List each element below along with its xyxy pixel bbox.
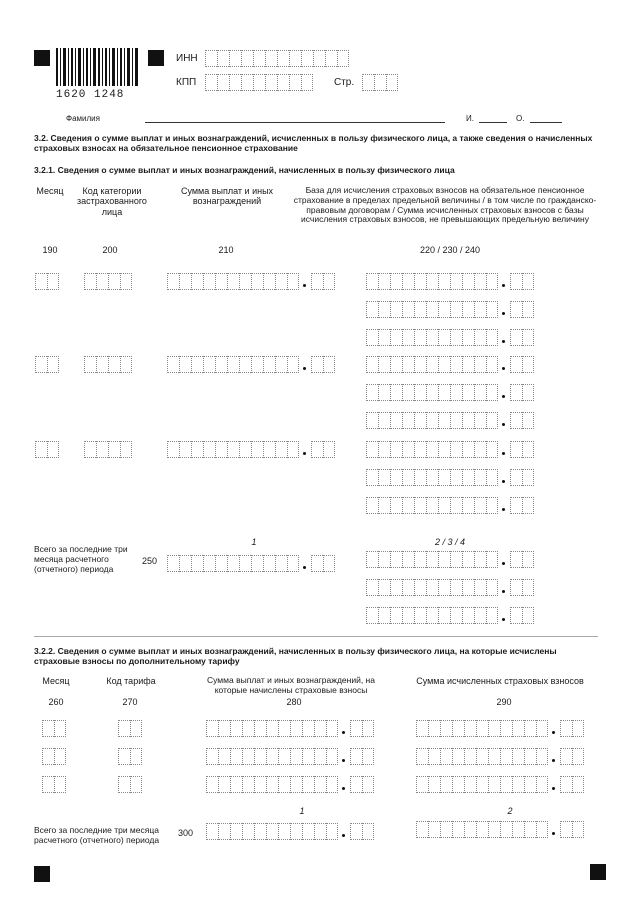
code-220-230-240: 220 / 230 / 240: [419, 245, 481, 255]
decimal-point: [502, 340, 505, 343]
base-field-2-3-decimals[interactable]: [510, 412, 534, 429]
base-field-2-1-decimals[interactable]: [510, 356, 534, 373]
total-250-sum-field-decimals[interactable]: [311, 555, 335, 572]
decimal-point: [502, 312, 505, 315]
total-250-base-field-3[interactable]: [366, 607, 498, 624]
kpp-field[interactable]: [205, 74, 313, 91]
contrib-field-2-decimals[interactable]: [560, 748, 584, 765]
decimal-point: [552, 832, 555, 835]
sum-field-3[interactable]: [167, 441, 299, 458]
tariff-field-1[interactable]: [118, 720, 142, 737]
base-field-2-2-decimals[interactable]: [510, 384, 534, 401]
section-3-2-1-title: 3.2.1. Сведения о сумме выплат и иных вознаграждений, начисленных в пользу физического лица: [34, 165, 455, 175]
col-290-header: Сумма исчисленных страховых взносов: [416, 676, 584, 686]
col-280-header: Сумма выплат и иных вознаграждений, на которые начислены страховые взносы: [207, 675, 375, 695]
total-300-code: 300: [178, 828, 194, 838]
code-280: 280: [286, 697, 302, 707]
sum-322-field-1[interactable]: [206, 720, 338, 737]
decimal-point: [502, 590, 505, 593]
base-field-1-2-decimals[interactable]: [510, 301, 534, 318]
decimal-point: [552, 787, 555, 790]
sum-322-field-2[interactable]: [206, 748, 338, 765]
category-field-3[interactable]: [84, 441, 132, 458]
category-field-1[interactable]: [84, 273, 132, 290]
col-260-header: Месяц: [42, 676, 70, 686]
decimal-point: [502, 367, 505, 370]
base-field-2-2[interactable]: [366, 384, 498, 401]
decimal-point: [303, 566, 306, 569]
code-200: 200: [102, 245, 118, 255]
total-250-col2: 2 / 3 / 4: [434, 537, 466, 547]
decimal-point: [552, 731, 555, 734]
code-190: 190: [42, 245, 58, 255]
base-field-1-3-decimals[interactable]: [510, 329, 534, 346]
total-300-col1: 1: [299, 806, 305, 816]
sum-322-field-3[interactable]: [206, 776, 338, 793]
contrib-field-1-decimals[interactable]: [560, 720, 584, 737]
decimal-point: [342, 759, 345, 762]
month-322-field-3[interactable]: [42, 776, 66, 793]
sum-field-3-decimals[interactable]: [311, 441, 335, 458]
section-3-2-title: 3.2. Сведения о сумме выплат и иных вознаграждений, исчисленных в пользу физического лица, а также сведения о начисленных страховых взносах на обязательное пенсионное страхование: [34, 133, 593, 154]
page-field[interactable]: [362, 74, 398, 91]
base-field-3-3-decimals[interactable]: [510, 497, 534, 514]
initial-i-label: И.: [466, 114, 474, 123]
month-field-2[interactable]: [35, 356, 59, 373]
code-290: 290: [496, 697, 512, 707]
contrib-field-3-decimals[interactable]: [560, 776, 584, 793]
decimal-point: [502, 618, 505, 621]
total-300-label: Всего за последние три месяца расчетного (отчетного) периода: [34, 825, 160, 845]
sum-field-1[interactable]: [167, 273, 299, 290]
month-322-field-1[interactable]: [42, 720, 66, 737]
contrib-field-1[interactable]: [416, 720, 548, 737]
decimal-point: [552, 759, 555, 762]
category-field-2[interactable]: [84, 356, 132, 373]
inn-field[interactable]: [205, 50, 349, 67]
total-250-base-field-2-decimals[interactable]: [510, 579, 534, 596]
base-field-1-2[interactable]: [366, 301, 498, 318]
total-250-base-field-1-decimals[interactable]: [510, 551, 534, 568]
total-250-col1: 1: [251, 537, 257, 547]
decimal-point: [303, 452, 306, 455]
col-sum-header: Сумма выплат и иных вознаграждений: [180, 186, 274, 207]
contrib-field-3[interactable]: [416, 776, 548, 793]
col-270-header: Код тарифа: [106, 676, 156, 686]
page-label: Стр.: [334, 77, 355, 88]
total-250-label: Всего за последние три месяца расчетного (отчетного) периода: [34, 544, 128, 574]
decimal-point: [303, 367, 306, 370]
total-300-col2: 2: [507, 806, 513, 816]
initial-o-label: О.: [516, 114, 525, 123]
section-3-2-2-title: 3.2.2. Сведения о сумме выплат и иных вознаграждений, начисленных в пользу физического лица, на которые исчислены страховые взносы по дополнительному тарифу: [34, 646, 557, 667]
contrib-field-2[interactable]: [416, 748, 548, 765]
total-300-sum-field[interactable]: [206, 823, 338, 840]
corner-marker-bottom-right: [590, 864, 606, 880]
base-field-3-2[interactable]: [366, 469, 498, 486]
total-250-base-field-1[interactable]: [366, 551, 498, 568]
base-field-3-2-decimals[interactable]: [510, 469, 534, 486]
total-250-sum-field[interactable]: [167, 555, 299, 572]
base-field-3-1[interactable]: [366, 441, 498, 458]
decimal-point: [342, 731, 345, 734]
initial-o-line[interactable]: [530, 122, 562, 123]
decimal-point: [502, 452, 505, 455]
sum-field-2[interactable]: [167, 356, 299, 373]
month-field-3[interactable]: [35, 441, 59, 458]
decimal-point: [502, 395, 505, 398]
surname-line[interactable]: [145, 122, 445, 123]
base-field-2-1[interactable]: [366, 356, 498, 373]
code-210: 210: [218, 245, 234, 255]
tariff-field-3[interactable]: [118, 776, 142, 793]
barcode-icon: [56, 48, 138, 86]
section-divider: [34, 636, 598, 637]
sum-322-field-2-decimals[interactable]: [350, 748, 374, 765]
code-260: 260: [48, 697, 64, 707]
corner-marker-top-right: [148, 50, 164, 66]
col-base-header: База для исчисления страховых взносов на обязательное пенсионное страхование в пределах предельной величины / в том числе по гражданско-правовым договорам / Сумма исчисленных страховых взносов с базы исчисления страховых взносов, не превышающих предельную величину: [293, 185, 597, 225]
decimal-point: [342, 787, 345, 790]
decimal-point: [303, 284, 306, 287]
sum-field-1-decimals[interactable]: [311, 273, 335, 290]
base-field-3-3[interactable]: [366, 497, 498, 514]
total-250-base-field-3-decimals[interactable]: [510, 607, 534, 624]
code-270: 270: [122, 697, 138, 707]
tariff-field-2[interactable]: [118, 748, 142, 765]
sum-322-field-3-decimals[interactable]: [350, 776, 374, 793]
base-field-3-1-decimals[interactable]: [510, 441, 534, 458]
total-250-base-field-2[interactable]: [366, 579, 498, 596]
base-field-2-3[interactable]: [366, 412, 498, 429]
decimal-point: [502, 508, 505, 511]
total-300-contrib-field-decimals[interactable]: [560, 821, 584, 838]
barcode-number: 1620 1248: [56, 89, 125, 101]
corner-marker-bottom-left: [34, 866, 50, 882]
inn-label: ИНН: [176, 53, 198, 64]
sum-322-field-1-decimals[interactable]: [350, 720, 374, 737]
surname-label: Фамилия: [66, 114, 100, 123]
decimal-point: [502, 480, 505, 483]
month-field-1[interactable]: [35, 273, 59, 290]
month-322-field-2[interactable]: [42, 748, 66, 765]
total-250-code: 250: [142, 556, 158, 566]
col-month-header: Месяц: [36, 186, 64, 196]
total-300-contrib-field[interactable]: [416, 821, 548, 838]
sum-field-2-decimals[interactable]: [311, 356, 335, 373]
total-300-sum-field-decimals[interactable]: [350, 823, 374, 840]
col-category-header: Код категории застрахованного лица: [77, 186, 147, 217]
base-field-1-1[interactable]: [366, 273, 498, 290]
decimal-point: [502, 284, 505, 287]
base-field-1-1-decimals[interactable]: [510, 273, 534, 290]
initial-i-line[interactable]: [479, 122, 507, 123]
decimal-point: [502, 562, 505, 565]
base-field-1-3[interactable]: [366, 329, 498, 346]
decimal-point: [502, 423, 505, 426]
decimal-point: [342, 834, 345, 837]
kpp-label: КПП: [176, 77, 197, 88]
corner-marker-top-left: [34, 50, 50, 66]
